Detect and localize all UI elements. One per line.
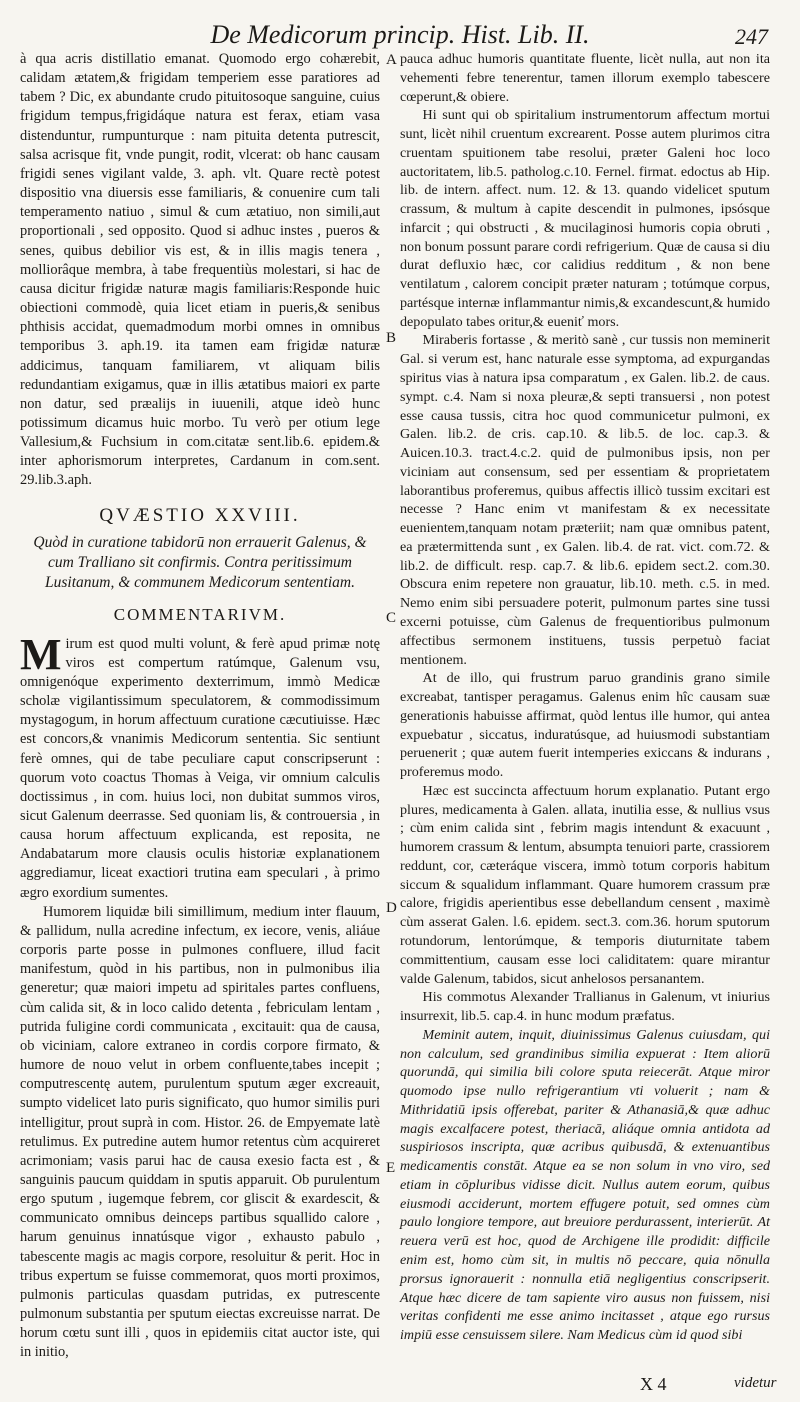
commentary-heading: COMMENTARIVM.	[113, 604, 287, 624]
question-heading: QVÆSTIO XXVIII.	[99, 504, 301, 526]
left-column	[20, 50, 380, 1363]
drop-cap: M	[20, 629, 62, 679]
right-paragraph-4: At de illo, qui frustrum paruo grandinis grano simile excreabat, tantisper peragamus. Galenus enim hîc causam suæ generationis habuisse affirmat, quòd lentus ille humor, qui antea expuebatur , siccatus, induratúsque, ad huiusmodi substantiam peruenerit ; quæ autem fuerit intemperies exiccans & indurans , proferemus modo.	[400, 670, 770, 781]
margin-letter-a: A	[386, 52, 397, 68]
catchword: videtur	[734, 1375, 777, 1391]
running-head	[0, 14, 800, 49]
left-paragraph-3: Humorem liquidæ bili simillimum, medium inter flauum, & pallidum, nulla acredine infectum, ex iecore, venis, aliáue corporis parte posse in pulmones confluere, illud facit manifestum, quòd in his partibus, non in pulmonibus ilia generetur; quæ maiori impetu ad spiritales partes confluens, cùm calida sit, & in loco calido detenta , febriculam lentam , putrida fuligine cordi communicata , excitauit: qua de causa, ob viciniam, calore extraneo in cordis corpore firmato, & humore de nouo velut in orbem confluente,tabes incepit ; computrescentę autem, purulentum sputum æger excreauit, sumpto videlicet lato puris significato, quo humor similis puri intelligitur, prout suprà in com. Histor. 26. de Empyemate latè retulimus. Ex putredine autem humor retentus cùm acquireret acrimoniam; vasis parui hac de causa exesio facta est , & sanguinis paucum quiddam in sputis apparuit. Ob purulentum ergo sputum , iugemque febrem, cor gliscit & exardescit, & communicato omnibus deinceps partibus squallido calore , harum genuinus innatúsque vigor , exhausto pabulo , tabescente magis ac magis corpore, resoluitur & perit. Hoc in tribus expertum se fuisse commemorat, quos morti proximos, pulmonis particulas quasdam putridas, ex putrescente pulmonum substantia per sputum eiectas excreuisse narrat. De horum cœtu sunt illi , quos in epidemiis citat auctor iste, qui in initio,	[20, 903, 380, 1361]
margin-letter-c: C	[386, 610, 397, 626]
right-paragraph-3: Miraberis fortasse , & meritò sanè , cur tussis non meminerit Gal. si verum est, hanc naturale esse symptoma, ad expurgandas spiritus vias à natura ipsa comparatum , ex Galen. lib.2. de caus. sympt. c.4. Nam si noxa pleuræ,& septi transuersi , non potest esse causa tussis, citra hoc quod communicetur pulmoni, ex Galen. lib.2. de cris. cap.10. & lib.5. de loc. cap.3. & Auicen.10.3. tract.4.c.2. quid de pulmonibus ipsis, non per viciniam aut consensum, sed per essentiam & proprietatem laborantibus proferemus, quibus affectis illicò tussim excitari est necesse ? Hanc enim vt manifestam & ex necessitate euenientem,tanquam notam præteriit; nam quæ omnibus patent, ea prætermittenda sunt , ex Galen. lib.4. de rat. vict. com.72. & lib.2. de difficult. resp. cap.7. & lib.6. epidem sect.2. com.30. Obscura enim repetere non grauatur, lib.10. meth. c.5. in med. Nemo enim sibi persuadere poterit, pulmonum partes sine tussi excerni potuisse, cùm Galenus de frequentioribus pulmonum affectibus sermonem instituens, tussis perpetuò faciat mentionem.	[400, 332, 770, 668]
page-number: 247	[735, 24, 768, 49]
left-paragraph-2	[20, 629, 380, 903]
running-title: De Medicorum princip. Hist. Lib. II.	[210, 20, 590, 49]
margin-letter-e: E	[386, 1160, 396, 1176]
right-paragraph-5: Hæc est succincta affectuum horum explanatio. Putant ergo plures, medicamenta à Galen. allata, inutilia esse, & nullius vsus ; cùm enim calida sint , febrim magis intendunt & exacuunt , humorem crassum & lentum, absumpta tenuiori parte, crassiorem reddunt, cor, cæteráque viscera, immò totum corporis habitum siccum & squalidum inflammant. Quare humorem crassum præ calore, frigidis aperientibus esse debellandum censent , maximè cùm asserat Galen. l.6. epidem. sect.3. com.36. horum sputorum rotundorum, lentorúmque, & temporis diuturnitate tabem committentium, causam esse loci caliditatem: quare mirantur valde Galenum, tabidos, sicut anhelosos persanantem.	[400, 782, 770, 987]
right-paragraph-1: pauca adhuc humoris quantitate fluente, licèt nulla, aut non ita vehementi febre tenerentur, tamen illorum exemplo tabescere cœperunt,& obiere.	[400, 51, 770, 105]
margin-letter-d: D	[386, 900, 397, 916]
question-summary: Quòd in curatione tabidorū non errauerit Galenus, & cum Tralliano sit confirmis. Contra peritissimum Lusitanum, & communem Medicorum sententiam.	[33, 533, 367, 591]
margin-letter-b: B	[386, 330, 397, 346]
left-paragraph-1: à qua acris distillatio emanat. Quomodo ergo cohærebit, calidam ætatem,& frigidam temperiem esse paratiores ad tabem ? Dic, ex abundante crudo pituitosoque sanguine, cuius frigidum tempus,frigidáque natura est ferax, etiam vasa distenduntur, rumpunturque : nam pituita detenta putrescit, salsa acrisque fit, vnde pungit, rodit, vlcerat: ob hanc causam frigidi senes vigilant valde, 3. aph. vlt. Quare rectè potest dispositio vna diuersis esse familiaris, & conuenire cum tali temperamento natiuo , simul & cum ætatiuo, non simili,aut proportionali , sed opposito. Quod si adhuc instes , pueros & senes, quibus debilior vis est, & in illis magis tenera , molliorâque membra, à tabe frequentiùs molestari, si hac de causa dicitur frigidæ naturæ magis familiaris:Responde huic obiectioni commodè, quia licet etiam in pueris,& senibus phthisis accidat, quemadmodum morbi omnes in omnibus temporibus 3. aph.19. ita tamen eam frigidæ naturæ addicimus, tanquam familiarem, vt aliquam bilis redundantiam exigamus, quæ in illis ætatibus maiori ex parte non datur, sed præalijs in iuuenili, atque ideò hunc potissimum dicamus huic morbo. Tu verò per otium lege Vallesium,& Fuchsium in com.citatæ sent.lib.6. epidem.& inter aphorismorum interpretes, Cardanum in com.sent. 29.lib.3.aph.	[20, 51, 380, 489]
right-paragraph-7-quote: Meminit autem, inquit, diuinissimus Galenus cuiusdam, qui non calculum, sed grandinibus similia expuerat : Item aliorū quorundā, qui similia bili colore sputa reiecerāt. Atque miror quomodo ipse nullo refrigerantium vti voluerit ; nam & Mithridatiū ipsis offerebat, pariter & Athanasiā,& quæ adhuc magis excalfacere potest, theriacā, aliáque omnia antidota ad suspiriosos inscripta, quæ acribus quibusdā, & extenuantibus medicamentis constāt. Atque ea se non solum in vno viro, sed etiam in cōpluribus vidisse dicit. Nullus autem eorum, quibus eiusmodi acciderunt, mortem effugere potuit, sed omnes cùm paulo longiore tempore, aut breuiore perdurassent, interierūt. At reuera verū est hoc, quod de Archigene ille prodidit: difficile enim est, homo cùm sit, in multis nō peccare, quia nōnulla prorsus ignorauerit : nonnulla etiā negligentius conscripserit. Atque hæc dicere de tam sapiente viro ausus non fuissem, nisi veritas confidenti me esse animo incitasset , atque ego rursus impiū esse censuissem silere. Nam Medicus cùm id quod sibi	[400, 1026, 770, 1344]
signature-mark: X 4	[640, 1374, 667, 1394]
right-paragraph-6: His commotus Alexander Trallianus in Galenum, vt iniurius insurrexit, lib.5. cap.4. in hunc modum præfatus.	[400, 989, 770, 1025]
left-paragraph-2-text: irum est quod multi volunt, & ferè apud primæ notę viros est compertum ratúmque, Galenum vsu, omnigenóque experimento dexterrimum, immò Medicæ scholæ vigilantissimum speculatorem, & commodissimum mystagogum, in horum affectuum curatione cæcutiuisse. Hæc est concors,& vnanimis Medicorum sententia. Sic sentiunt ferè omnes, qui de tabe peculiare caput conscripserunt : quorum voto coactus Thomas à Veiga, vir omnium calculis doctissimus , in com. huius loci, non dubitat summos viros, sicut Galenum deerrasse. Sed quoniam lis, & controuersia , in causa horum affectuum explicanda, est reposita, ne Andabatarum more clausis oculis historiæ explanationem aggrediamur, liceat exactiori trutina eam speculari , à primo ægro exordium sumentes.	[20, 635, 380, 901]
right-column	[400, 50, 770, 1345]
right-paragraph-2: Hi sunt qui ob spiritalium instrumentorum affectum mortui sunt, licèt nihil cruentum excrearent. Posse autem plurimos citra cruentam spuitionem tabe resolui, præter Galeni hoc loco auctoritatem, lib.5. patholog.c.10. Fernel. firmat. edoctus ab Hip. lib. de intern. affect. num. 12. & 13. quando videlicet sputum crassum, & multum à capite descendit in pulmones, ipsósque infarcit ; qui obstructi , & mucilaginosi humoris copia obruti , non bonum possunt parare cordi refrigerium. Quæ de causa si diu durat defluxio hæc, cor calidius redditum , & non bene ventilatum , calorem concipit præter naturam ; totúmque corpus, partésque internæ inflammantur nimis,& excandescunt,& humido depopulato tabes oritur,& eueniť mors.	[400, 107, 770, 330]
